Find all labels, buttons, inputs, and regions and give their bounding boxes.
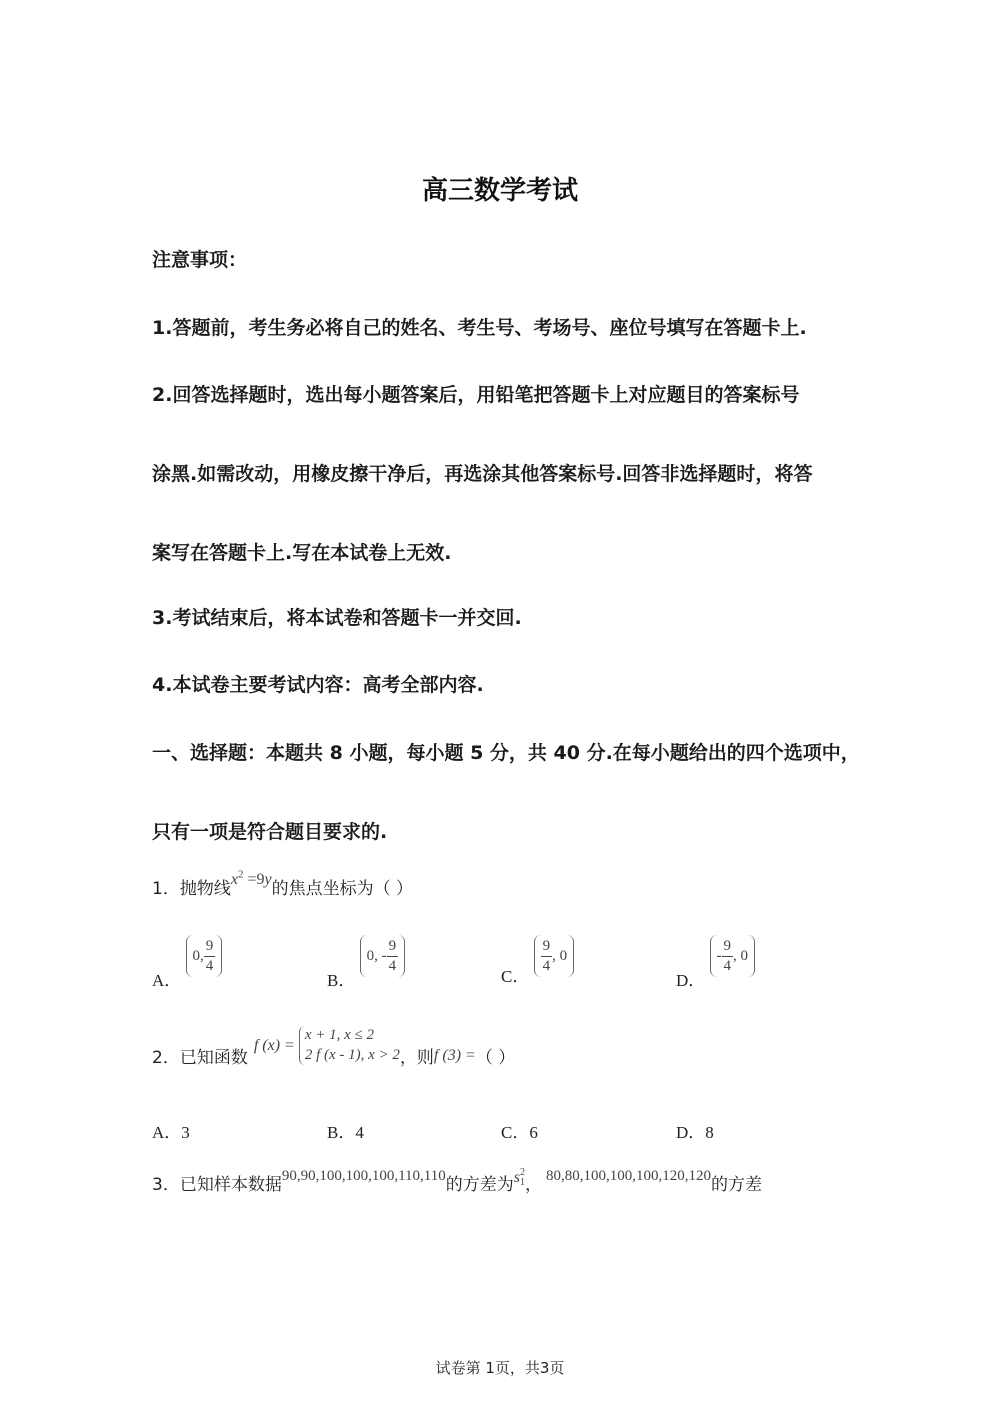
- q1-option-a[interactable]: A． 0, $\frac{9}{4}$: [152, 935, 222, 977]
- question-3-comma: ，: [524, 1175, 542, 1195]
- question-2-function: f (x) =: [253, 1036, 295, 1054]
- notice-heading: 注意事项：: [152, 249, 248, 271]
- question-3-data-2: 80,80,100,100,100,120,120: [545, 1168, 711, 1184]
- q2-option-b[interactable]: B．4: [327, 1123, 364, 1142]
- question-1-prefix: 1．抛物线: [152, 879, 231, 899]
- section-1-line-1: 一、选择题：本题共 8 小题，每小题 5 分，共 40 分.在每小题给出的四个选项中，: [152, 742, 860, 764]
- q2-option-a[interactable]: A．3: [152, 1123, 190, 1142]
- question-2-suffix: （ ）: [475, 1048, 516, 1068]
- notice-item-4: 4.本试卷主要考试内容：高考全部内容.: [152, 674, 484, 696]
- question-3-mid: 的方差为: [445, 1175, 514, 1195]
- question-3: [152, 1167, 762, 1196]
- page-footer: 试卷第 1页，共3页: [435, 1359, 565, 1377]
- notice-item-2-line-1: 2.回答选择题时，选出每小题答案后，用铅笔把答题卡上对应题目的答案标号: [152, 384, 800, 406]
- question-2-mid: ，则: [399, 1048, 434, 1068]
- notice-item-3: 3.考试结束后，将本试卷和答题卡一并交回.: [152, 607, 522, 629]
- q2-option-c[interactable]: C．6: [501, 1123, 538, 1142]
- question-3-variance-symbol: s 2 1: [513, 1167, 525, 1189]
- q1-option-d[interactable]: D． - $\frac{9}{4}$ , 0: [676, 935, 755, 977]
- question-3-prefix: 3．已知样本数据: [152, 1175, 282, 1195]
- question-2-f3: f (3) =: [433, 1046, 476, 1064]
- question-3-data-1: 90,90,100,100,100,110,110: [281, 1168, 446, 1184]
- page-title: 高三数学考试: [421, 176, 578, 206]
- question-2-prefix: 2．已知函数: [152, 1048, 248, 1068]
- question-1-equation: $x^2 =9y$: [230, 868, 272, 888]
- q1-option-b[interactable]: B． 0, - $\frac{9}{4}$: [327, 935, 405, 977]
- notice-item-2-line-2: 涂黑.如需改动，用橡皮擦干净后，再选涂其他答案标号.回答非选择题时，将答: [152, 463, 813, 485]
- question-1: [152, 868, 413, 899]
- question-2: [152, 1026, 516, 1068]
- question-3-suffix: 的方差: [710, 1175, 762, 1195]
- q1-option-c[interactable]: C． $\frac{9}{4}$ , 0: [501, 935, 574, 977]
- q2-option-d[interactable]: D．8: [676, 1123, 714, 1142]
- notice-item-1: 1.答题前，考生务必将自己的姓名、考生号、考场号、座位号填写在答题卡上.: [152, 317, 807, 339]
- section-1-line-2: 只有一项是符合题目要求的.: [152, 821, 388, 843]
- question-2-piecewise: x + 1, x ≤ 2 2 f (x - 1), x > 2: [299, 1026, 400, 1065]
- question-1-suffix: 的焦点坐标为（ ）: [271, 879, 413, 899]
- notice-item-2-line-3: 案写在答题卡上.写在本试卷上无效.: [152, 542, 452, 564]
